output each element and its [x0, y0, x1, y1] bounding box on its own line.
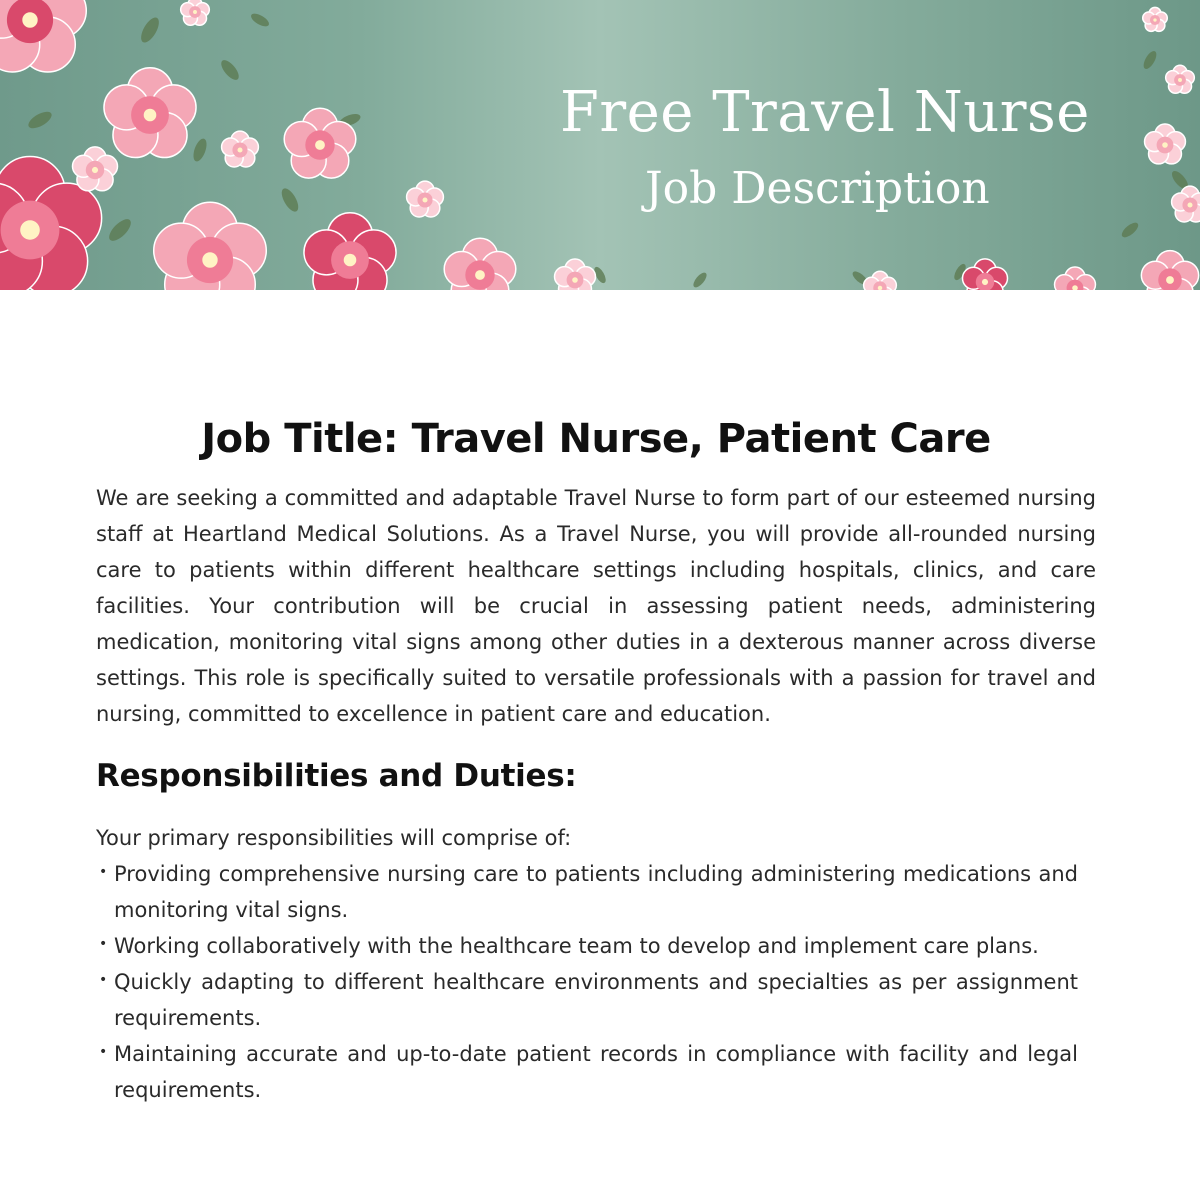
- flower-icon: [444, 238, 516, 290]
- banner-subtitle: Job Description: [645, 163, 990, 214]
- flower-icon: [1143, 7, 1168, 31]
- flower-icon: [154, 202, 267, 290]
- bullet-icon: •: [99, 936, 108, 952]
- banner-title: Free Travel Nurse: [560, 80, 1090, 145]
- flower-icon: [181, 0, 210, 25]
- list-item: [96, 928, 1078, 964]
- header-banner: [0, 0, 1200, 290]
- flower-icon: [962, 259, 1007, 290]
- flower-icon: [0, 0, 86, 72]
- job-title: Job Title: Travel Nurse, Patient Care: [201, 416, 991, 462]
- flower-icon: [1166, 65, 1195, 93]
- duty-text: Maintaining accurate and up-to-date patient records in compliance with facility and legal requirements.: [114, 1042, 1078, 1102]
- duty-text: Providing comprehensive nursing care to patients including administering medications and monitoring vital signs.: [114, 862, 1078, 922]
- flower-icon: [864, 271, 897, 290]
- flower-icon: [1055, 267, 1096, 290]
- bullet-icon: •: [99, 1044, 108, 1060]
- list-item: [96, 1036, 1078, 1108]
- flower-icon: [304, 213, 396, 290]
- flower-icon: [555, 259, 596, 290]
- intro-paragraph: We are seeking a committed and adaptable Travel Nurse to form part of our esteemed nursing staff at Heartland Medical Solutions. As a Travel Nurse, you will provide all-rounded nursing care to patients within different healthcare settings including hospitals, clinics, and care facilities. Your contribution will be crucial in assessing patient needs, administering medication, monitoring vital signs among other duties in a dexterous manner across diverse settings. This role is specifically suited to versatile professionals with a passion for travel and nursing, committed to excellence in patient care and education.: [96, 486, 1096, 726]
- bullet-icon: •: [99, 972, 108, 988]
- flower-icon: [407, 181, 444, 217]
- flower-icon: [1145, 124, 1186, 164]
- duty-text: Quickly adapting to different healthcare environments and specialties as per assignment requirements.: [114, 970, 1078, 1030]
- bullet-icon: •: [99, 864, 108, 880]
- flower-icon: [72, 147, 117, 191]
- duties-list: [96, 856, 1078, 1108]
- list-item: [96, 856, 1078, 928]
- flower-icon: [104, 68, 196, 158]
- floral-decoration: [0, 0, 1200, 290]
- responsibilities-lead: Your primary responsibilities will comprise of:: [96, 826, 572, 850]
- duty-text: Working collaboratively with the healthcare team to develop and implement care plans.: [114, 934, 1039, 958]
- flower-icon: [222, 131, 259, 167]
- responsibilities-heading: Responsibilities and Duties:: [96, 758, 577, 794]
- list-item: [96, 964, 1078, 1036]
- flower-icon: [1141, 251, 1198, 290]
- flower-icon: [1172, 186, 1200, 222]
- document-body: [96, 416, 1096, 1108]
